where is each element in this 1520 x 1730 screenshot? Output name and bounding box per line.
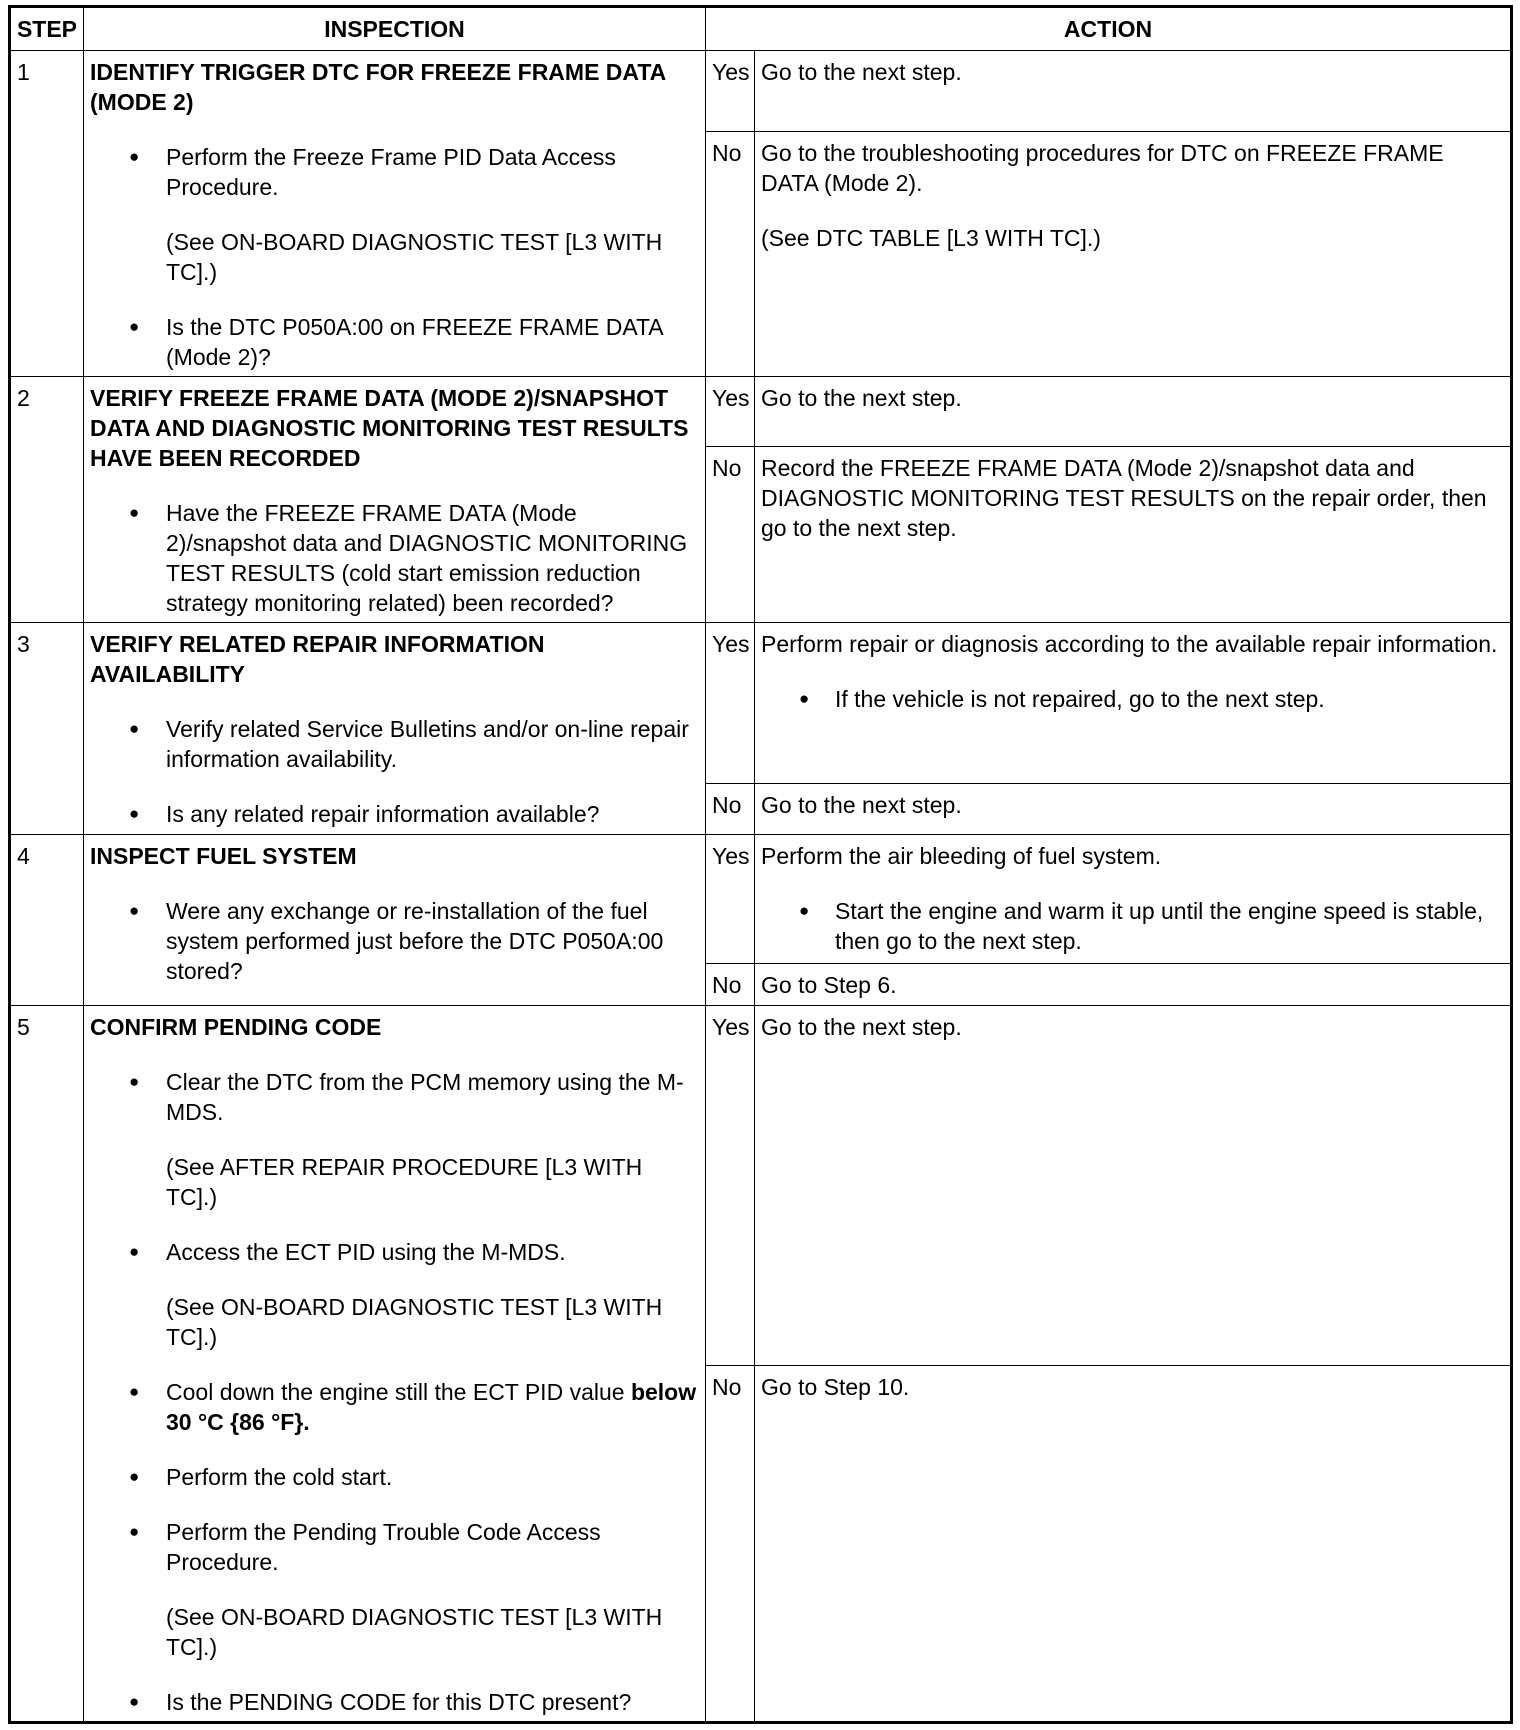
step-inspection xyxy=(84,377,706,623)
inspection-item-text: ● Is any related repair information available? xyxy=(166,801,600,827)
inspection-item-text: ● Have the FREEZE FRAME DATA (Mode 2)/snapshot data and DIAGNOSTIC MONITORING TEST RESULTS (cold start emission reduction strategy monitoring related) been recorded? xyxy=(166,500,688,616)
step-number: 2 xyxy=(10,377,84,623)
inspection-list xyxy=(90,1067,699,1717)
inspection-list xyxy=(90,142,699,372)
inspection-item xyxy=(90,1377,699,1437)
yes-action xyxy=(755,377,1512,447)
no-label: No xyxy=(706,446,755,622)
yes-action xyxy=(755,1006,1512,1366)
inspection-item-reference: (See ON-BOARD DIAGNOSTIC TEST [L3 WITH TC].) xyxy=(166,1294,663,1350)
yes-action-text: Perform the air bleeding of fuel system. xyxy=(761,843,1162,869)
step-title: INSPECT FUEL SYSTEM xyxy=(90,843,357,869)
no-action xyxy=(755,132,1512,377)
step-number: 5 xyxy=(10,1006,84,1723)
yes-action-text: Go to the next step. xyxy=(761,1014,962,1040)
inspection-item xyxy=(90,1462,699,1492)
inspection-item-text: ● Access the ECT PID using the M-MDS. xyxy=(166,1239,566,1265)
action-list xyxy=(761,684,1504,714)
no-action xyxy=(755,1366,1512,1723)
yes-label: Yes xyxy=(706,623,755,784)
inspection-item xyxy=(90,142,699,287)
inspection-list xyxy=(90,714,699,829)
step-1-row-yes xyxy=(10,51,1512,132)
inspection-item xyxy=(90,312,699,372)
no-label: No xyxy=(706,132,755,377)
no-action-text: Go to the troubleshooting procedures for DTC on FREEZE FRAME DATA (Mode 2). xyxy=(761,140,1444,197)
yes-action xyxy=(755,623,1512,784)
yes-action-text: Go to the next step. xyxy=(761,59,962,85)
no-action-text: Go to the next step. xyxy=(761,792,962,818)
no-action-text: Go to Step 10. xyxy=(761,1374,910,1400)
header-row xyxy=(10,7,1512,51)
step-inspection xyxy=(84,1006,706,1723)
step-title: IDENTIFY TRIGGER DTC FOR FREEZE FRAME DATA (MODE 2) xyxy=(90,59,666,115)
step-3-row-yes xyxy=(10,623,1512,784)
header-inspection: INSPECTION xyxy=(84,7,706,51)
no-label: No xyxy=(706,784,755,835)
diagnostic-table-container xyxy=(8,5,1510,1721)
no-action xyxy=(755,446,1512,622)
inspection-item-reference: (See AFTER REPAIR PROCEDURE [L3 WITH TC].) xyxy=(166,1154,643,1210)
inspection-item xyxy=(90,498,699,618)
inspection-item-reference: (See ON-BOARD DIAGNOSTIC TEST [L3 WITH TC].) xyxy=(166,1604,663,1660)
header-step: STEP xyxy=(10,7,84,51)
inspection-item-text: ● Perform the Pending Trouble Code Access Procedure. xyxy=(166,1519,601,1575)
no-action xyxy=(755,784,1512,835)
inspection-item xyxy=(90,896,699,986)
inspection-item-text: ● Verify related Service Bulletins and/or on-line repair information availability. xyxy=(166,716,689,772)
inspection-item-text-wrap xyxy=(166,1377,699,1437)
inspection-item-text: Cool down the engine still the ECT PID value xyxy=(166,1379,625,1405)
step-inspection xyxy=(84,835,706,1006)
yes-action xyxy=(755,51,1512,132)
inspection-item-text: ● Clear the DTC from the PCM memory using the M-MDS. xyxy=(166,1069,684,1125)
step-5-row-yes xyxy=(10,1006,1512,1366)
inspection-item xyxy=(90,1517,699,1662)
no-label: No xyxy=(706,1366,755,1723)
inspection-item xyxy=(90,1237,699,1352)
no-action xyxy=(755,964,1512,1006)
no-action-text: Go to Step 6. xyxy=(761,972,897,998)
inspection-item xyxy=(90,1687,699,1717)
yes-label: Yes xyxy=(706,835,755,964)
inspection-item-text: ● Perform the Freeze Frame PID Data Access Procedure. xyxy=(166,144,616,200)
inspection-item-text: ● Is the PENDING CODE for this DTC present? xyxy=(166,1689,632,1715)
step-2-row-yes xyxy=(10,377,1512,447)
yes-action-text: Perform repair or diagnosis according to the available repair information. xyxy=(761,631,1498,657)
inspection-item-bold: below 30 °C {86 °F}. xyxy=(166,1379,697,1435)
diagnostic-table xyxy=(8,5,1513,1724)
no-action-text: Record the FREEZE FRAME DATA (Mode 2)/snapshot data and DIAGNOSTIC MONITORING TEST RESULTS on the repair order, then go to the next step. xyxy=(761,454,1487,541)
inspection-item xyxy=(90,714,699,774)
yes-label: Yes xyxy=(706,377,755,447)
action-item: ● If the vehicle is not repaired, go to the next step. xyxy=(761,684,1504,714)
yes-label: Yes xyxy=(706,51,755,132)
yes-label: Yes xyxy=(706,1006,755,1366)
step-4-row-yes xyxy=(10,835,1512,964)
action-item: ● Start the engine and warm it up until the engine speed is stable, then go to the next step. xyxy=(761,896,1504,956)
step-number: 3 xyxy=(10,623,84,835)
header-action: ACTION xyxy=(706,7,1512,51)
step-inspection xyxy=(84,51,706,377)
step-number: 4 xyxy=(10,835,84,1006)
inspection-list xyxy=(90,498,699,618)
step-inspection xyxy=(84,623,706,835)
inspection-item-reference: (See ON-BOARD DIAGNOSTIC TEST [L3 WITH TC].) xyxy=(166,229,663,285)
inspection-list xyxy=(90,896,699,986)
yes-action-text: Go to the next step. xyxy=(761,385,962,411)
step-title: VERIFY FREEZE FRAME DATA (MODE 2)/SNAPSHOT DATA AND DIAGNOSTIC MONITORING TEST RESULTS HAVE BEEN RECORDED xyxy=(90,385,689,471)
action-list xyxy=(761,896,1504,956)
yes-action xyxy=(755,835,1512,964)
inspection-item-text: ● Is the DTC P050A:00 on FREEZE FRAME DATA (Mode 2)? xyxy=(166,314,663,370)
step-title: VERIFY RELATED REPAIR INFORMATION AVAILABILITY xyxy=(90,631,545,687)
inspection-item-text: ● Perform the cold start. xyxy=(166,1464,393,1490)
step-number: 1 xyxy=(10,51,84,377)
step-title: CONFIRM PENDING CODE xyxy=(90,1014,382,1040)
inspection-item xyxy=(90,799,699,829)
inspection-item xyxy=(90,1067,699,1212)
no-label: No xyxy=(706,964,755,1006)
no-action-reference: (See DTC TABLE [L3 WITH TC].) xyxy=(761,225,1101,252)
inspection-item-text: ● Were any exchange or re-installation of the fuel system performed just before the DTC P050A:00 stored? xyxy=(166,898,664,984)
